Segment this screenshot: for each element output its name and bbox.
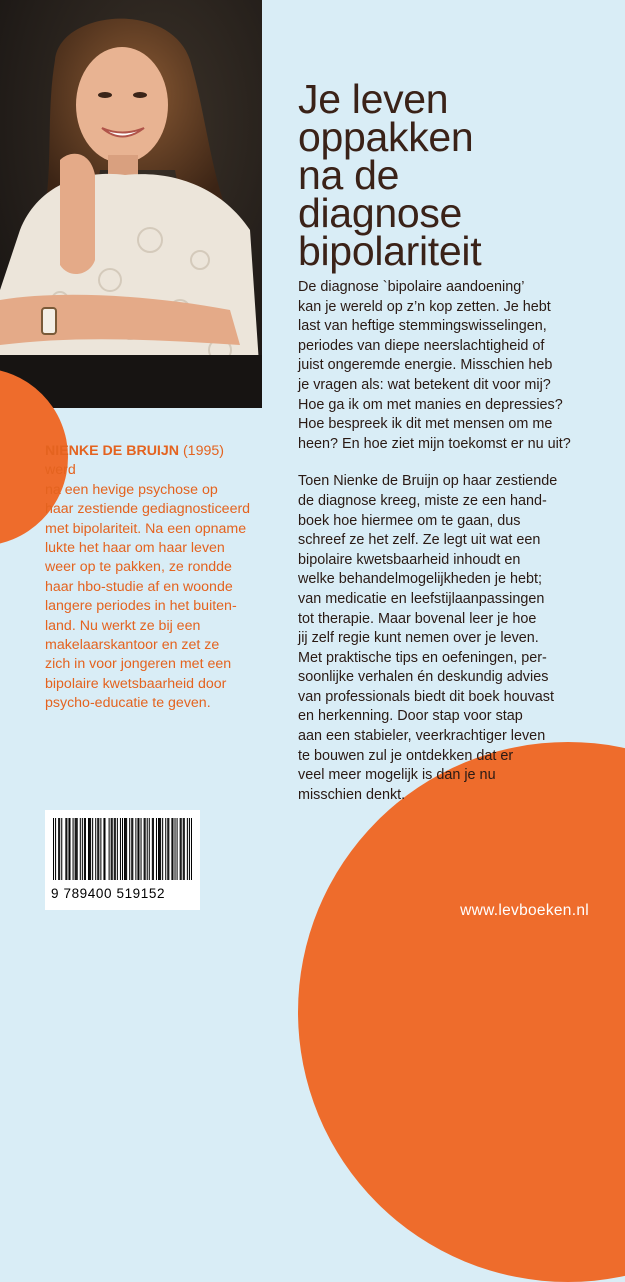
title-line: Je leven: [298, 76, 449, 122]
barcode-bar: [85, 818, 86, 880]
blurb-paragraph-1: [298, 278, 616, 454]
barcode-bar: [191, 818, 192, 880]
barcode-bar: [84, 818, 85, 880]
barcode-bar: [68, 818, 69, 880]
blurb-line: veel meer mogelijk is dan je nu: [298, 767, 496, 784]
barcode-bar: [156, 818, 157, 880]
blurb-line: soonlijke verhalen én deskundig advies: [298, 669, 549, 686]
barcode-bar: [66, 818, 67, 880]
bio-line: met bipolariteit. Na een opname: [45, 520, 247, 537]
author-photo: [0, 0, 262, 408]
bio-line: weer op te pakken, ze rondde: [45, 559, 232, 576]
blurb-line: juist ongeremde energie. Misschien heb: [298, 357, 553, 374]
barcode-bar: [181, 818, 182, 880]
barcode-bar: [100, 818, 101, 880]
barcode-bar: [95, 818, 96, 880]
blurb-line: Toen Nienke de Bruijn op haar zestiende: [298, 473, 558, 490]
barcode-bar: [61, 818, 62, 880]
book-title: [298, 76, 608, 274]
barcode-bar: [160, 818, 161, 880]
barcode-bar: [159, 818, 160, 880]
blurb-line: de diagnose kreeg, miste ze een hand-: [298, 492, 547, 509]
barcode-bar: [189, 818, 190, 880]
bio-line: zich in voor jongeren met een: [45, 656, 232, 673]
barcode-bar: [187, 818, 188, 880]
barcode-bar: [141, 818, 142, 880]
blurb-line: van medicatie en leefstijlaanpassingen: [298, 590, 545, 607]
barcode-bar: [171, 818, 172, 880]
barcode-bar: [180, 818, 181, 880]
barcode-bar: [126, 818, 127, 880]
barcode-bar: [55, 818, 56, 880]
barcode-bar: [131, 818, 132, 880]
blurb-line: misschien denkt.: [298, 786, 406, 803]
barcode-bar: [135, 818, 136, 880]
barcode-bar: [138, 818, 139, 880]
barcode-bar: [114, 818, 115, 880]
barcode-bar: [183, 818, 184, 880]
bio-line: psycho-educatie te geven.: [45, 695, 211, 712]
book-blurb: [298, 278, 616, 823]
barcode-bar: [88, 818, 89, 880]
blurb-line: heen? En hoe ziet mijn toekomst er nu uit?: [298, 435, 571, 452]
barcode-bar: [149, 818, 150, 880]
barcode-bar: [97, 818, 98, 880]
title-line: na de: [298, 152, 400, 198]
barcode-bar: [165, 818, 166, 880]
blurb-line: kan je wereld op z’n kop zetten. Je hebt: [298, 298, 551, 315]
isbn-number: 9 789400 519152: [51, 886, 166, 901]
blurb-line: je vragen als: wat betekent dit voor mij?: [298, 376, 551, 393]
bio-line: haar hbo-studie af en woonde: [45, 578, 233, 595]
barcode-bar: [125, 818, 126, 880]
blurb-line: Hoe bespreek ik dit met mensen om me: [298, 416, 553, 433]
title-line: bipolariteit: [298, 228, 482, 274]
bio-line: land. Nu werkt ze bij een: [45, 617, 201, 634]
publisher-website[interactable]: www.levboeken.nl: [460, 902, 589, 919]
barcode-bar: [117, 818, 118, 880]
blurb-line: schreef ze het zelf. Ze legt uit wat een: [298, 532, 541, 549]
blurb-line: welke behandelmogelijkheden je hebt;: [298, 571, 543, 588]
barcode-bar: [147, 818, 148, 880]
blurb-line: bipolaire kwetsbaarheid inhoudt en: [298, 551, 521, 568]
barcode-bar: [73, 818, 74, 880]
barcode-bar: [80, 818, 81, 880]
bio-line: lukte het haar om haar leven: [45, 540, 225, 557]
barcode-bar: [129, 818, 130, 880]
barcode-bar: [177, 818, 178, 880]
blurb-line: Hoe ga ik om met manies en depressies?: [298, 396, 563, 413]
barcode-bar: [132, 818, 133, 880]
barcode-bar: [104, 818, 105, 880]
barcode-bar: [98, 818, 99, 880]
barcode-bar: [115, 818, 116, 880]
barcode-bar: [168, 818, 169, 880]
barcode-bar: [82, 818, 83, 880]
barcode-bar: [122, 818, 123, 880]
barcode-bar: [167, 818, 168, 880]
blurb-line: te bouwen zul je ontdekken dat er: [298, 747, 514, 764]
barcode-bar: [103, 818, 104, 880]
barcode-bar: [184, 818, 185, 880]
barcode-bar: [162, 818, 163, 880]
blurb-line: tot therapie. Maar bovenal leer je hoe: [298, 610, 537, 627]
author-bio: [45, 442, 257, 714]
bio-line: na een hevige psychose op: [45, 481, 218, 498]
barcode-bar: [152, 818, 153, 880]
author-name: NIENKE DE BRUIJN: [45, 443, 180, 459]
blurb-line: boek hoe hiermee om te gaan, dus: [298, 512, 521, 529]
barcode-bars: [53, 818, 192, 884]
bio-line: langere periodes in het buiten-: [45, 598, 237, 615]
blurb-line: last van heftige stemmingswisselingen,: [298, 318, 547, 335]
barcode-bar: [53, 818, 54, 880]
blurb-line: periodes van diepe neerslachtigheid of: [298, 337, 545, 354]
blurb-line: jij zelf regie kunt nemen over je leven.: [298, 630, 539, 647]
barcode-bar: [111, 818, 112, 880]
blurb-paragraph-2: [298, 472, 616, 805]
barcode-bar: [153, 818, 154, 880]
title-line: diagnose: [298, 190, 463, 236]
barcode-bar: [145, 818, 146, 880]
barcode-bar: [58, 818, 59, 880]
barcode-bar: [77, 818, 78, 880]
barcode-bar: [75, 818, 76, 880]
barcode-bar: [158, 818, 159, 880]
title-line: oppakken: [298, 114, 474, 160]
blurb-line: De diagnose `bipolaire aandoening’: [298, 279, 525, 295]
barcode: [45, 810, 200, 910]
barcode-bar: [90, 818, 91, 880]
barcode-bar: [92, 818, 93, 880]
barcode-bar: [59, 818, 60, 880]
barcode-bar: [124, 818, 125, 880]
barcode-bar: [89, 818, 90, 880]
blurb-line: aan een stabieler, veerkrachtiger leven: [298, 728, 546, 745]
blurb-line: Met praktische tips en oefeningen, per-: [298, 649, 547, 666]
bio-line: haar zestiende gediagnosticeerd: [45, 501, 251, 518]
bio-line: (1995) werd: [45, 443, 224, 479]
barcode-bar: [112, 818, 113, 880]
barcode-bar: [69, 818, 70, 880]
blurb-line: en herkenning. Door stap voor stap: [298, 708, 523, 725]
bio-line: bipolaire kwetsbaarheid door: [45, 675, 227, 692]
barcode-bar: [172, 818, 173, 880]
barcode-bar: [175, 818, 176, 880]
barcode-bar: [120, 818, 121, 880]
barcode-bar: [109, 818, 110, 880]
bio-line: makelaarskantoor en zet ze: [45, 637, 220, 654]
blurb-line: van professionals biedt dit boek houvast: [298, 688, 554, 705]
barcode-bar: [76, 818, 77, 880]
barcode-bar: [144, 818, 145, 880]
barcode-bar: [137, 818, 138, 880]
barcode-bar: [65, 818, 66, 880]
